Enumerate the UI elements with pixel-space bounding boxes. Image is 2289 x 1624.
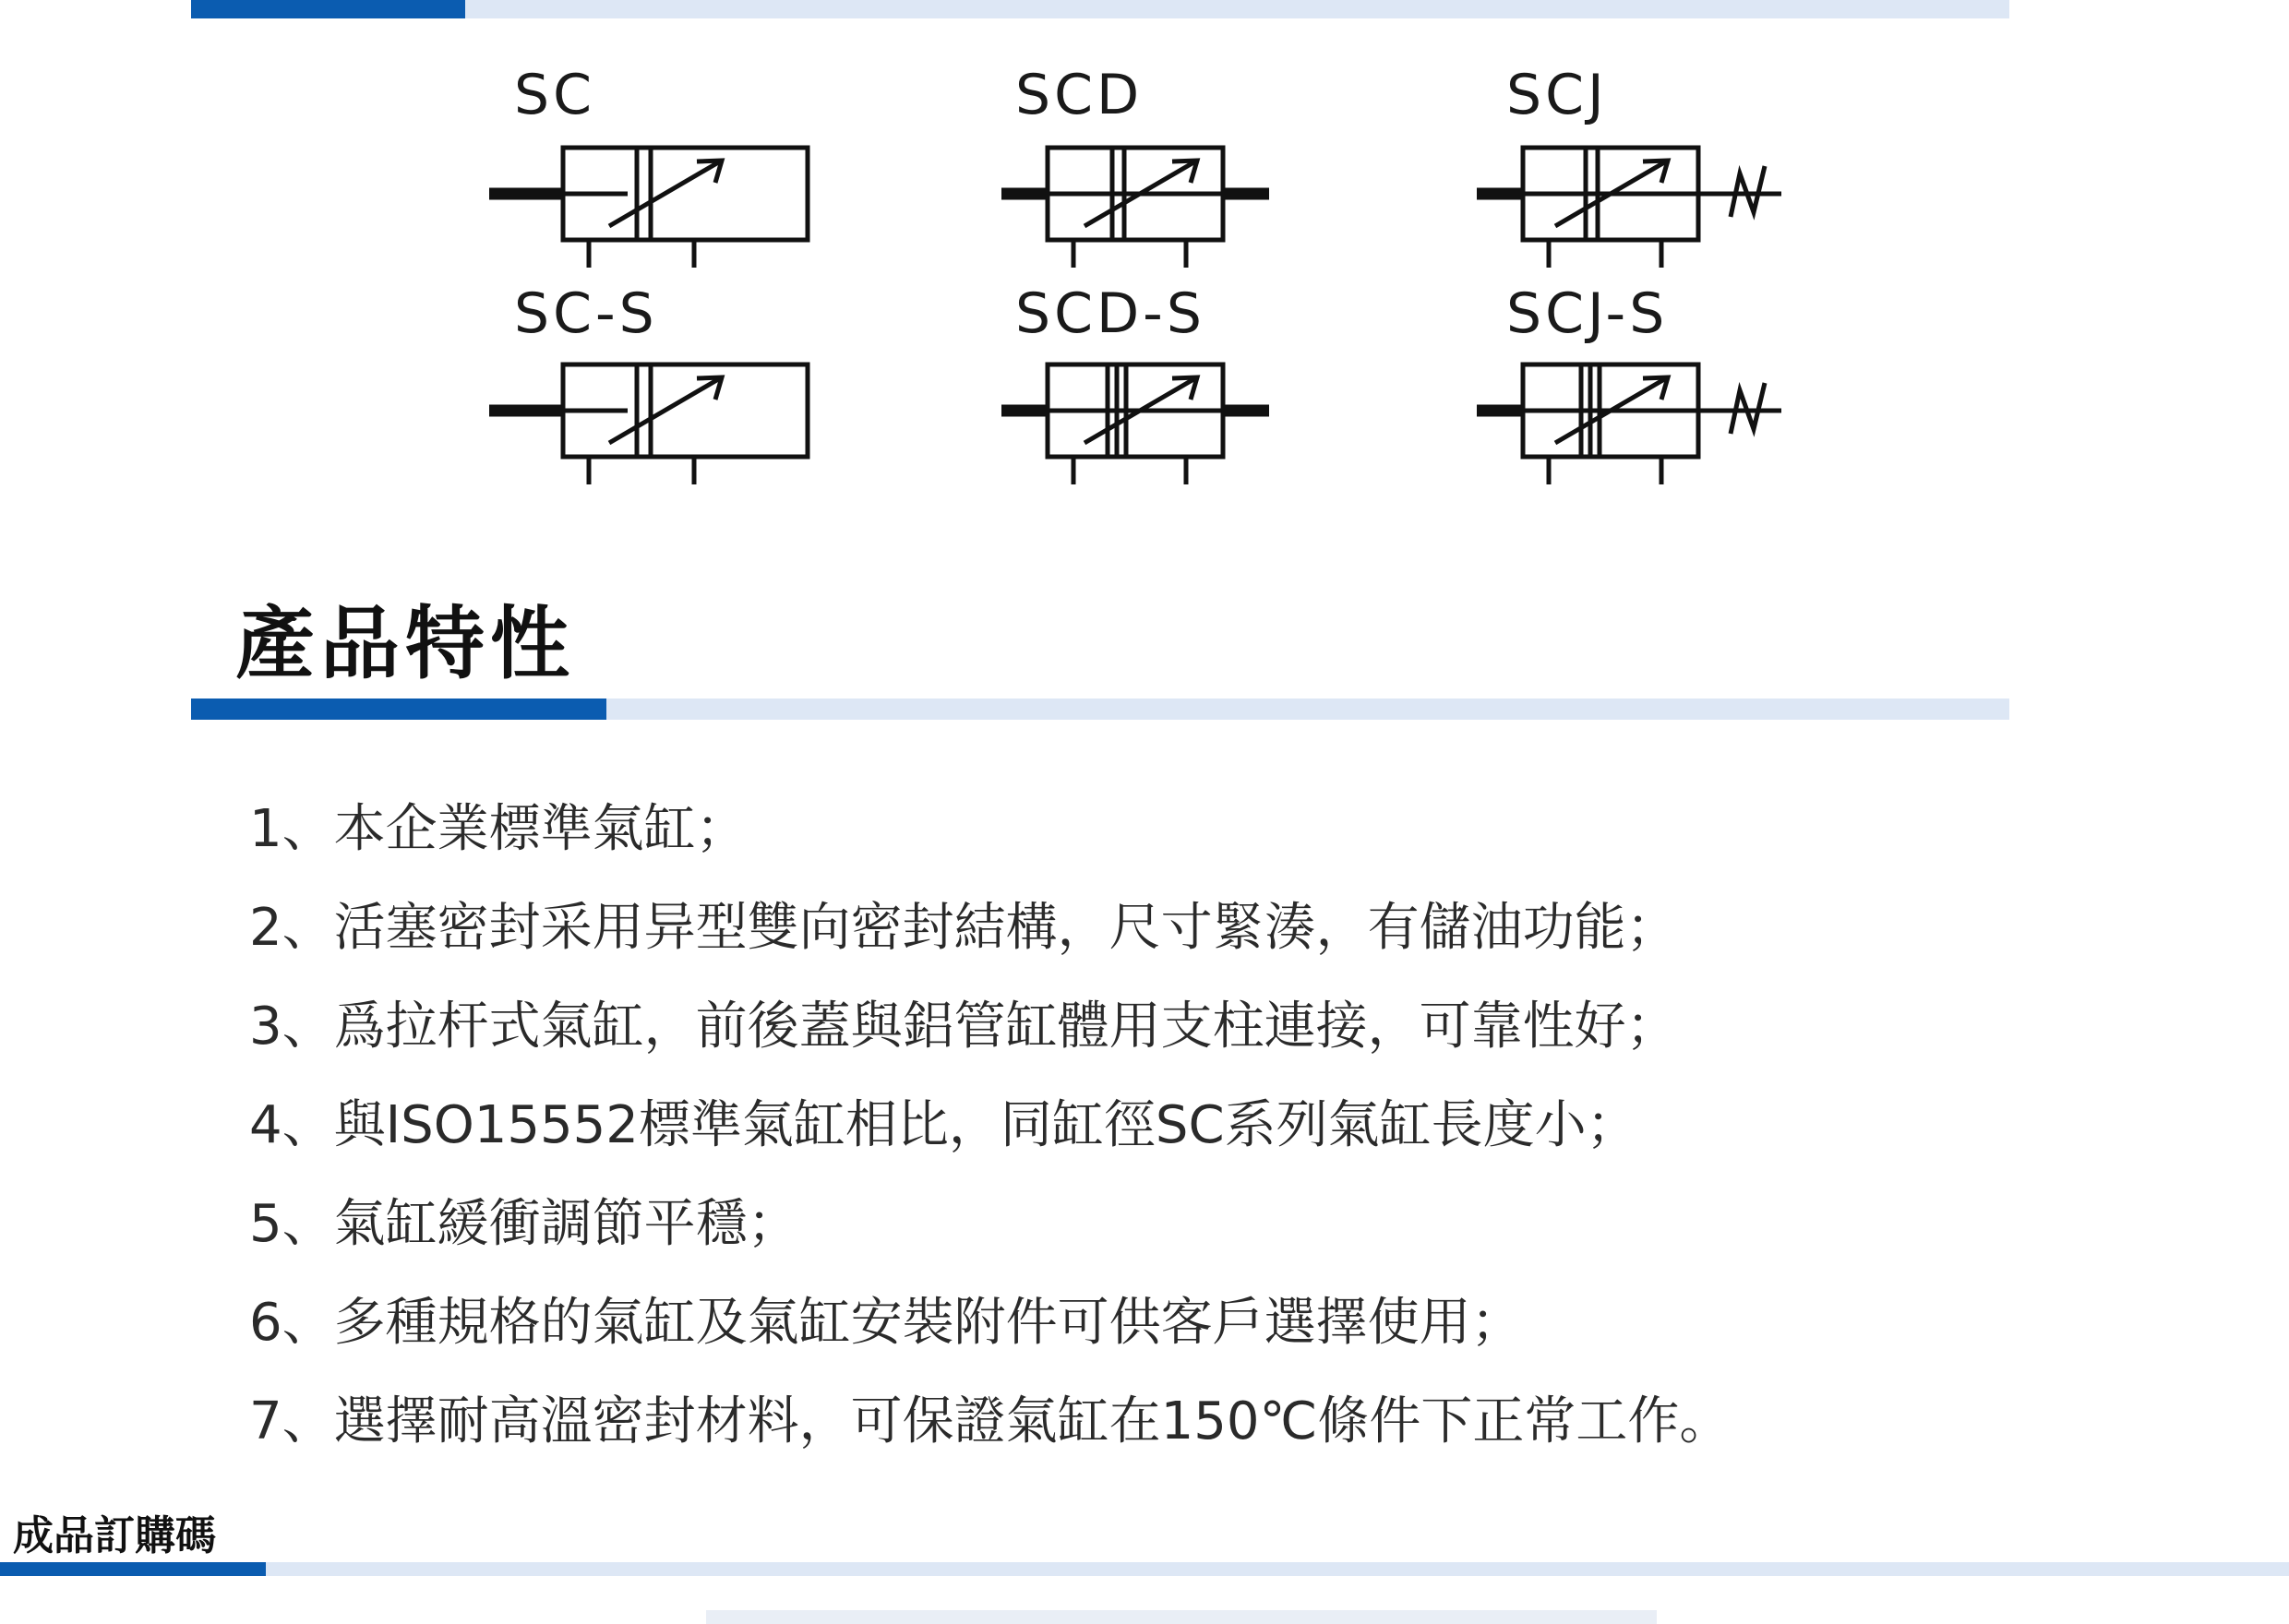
symbol-label-sc: SC [514,63,595,127]
order-code-heading: 成品訂購碼 [13,1512,216,1559]
order-section-bar [0,1562,2289,1576]
symbol-label-scd: SCD [1015,63,1144,127]
feature-item: 6、多種規格的氣缸及氣缸安裝附件可供客戶選擇使用； [249,1293,1523,1353]
feature-item: 1、本企業標準氣缸； [249,799,748,859]
cylinder-symbol-scj-icon [1477,138,1828,277]
cylinder-symbol-scd-s-icon [1001,355,1352,494]
cylinder-symbol-scj-s-icon [1477,355,1828,494]
order-code-diagram-box [706,1610,1657,1624]
symbol-label-scj-s: SCJ-S [1506,281,1669,346]
features-list [249,780,1731,1471]
cylinder-symbol-sc-s-icon [489,355,840,494]
cylinder-symbol-sc-icon [489,138,840,277]
features-heading: 產品特性 [235,598,575,690]
top-section-bar-accent [191,0,465,18]
symbol-label-scj: SCJ [1506,63,1608,127]
feature-item: 5、氣缸緩衝調節平穩； [249,1194,799,1254]
cylinder-symbol-scd-icon [1001,138,1352,277]
order-section-bar-accent [0,1562,266,1576]
feature-item: 7、選擇耐高溫密封材料，可保證氣缸在150℃條件下正常工作。 [249,1391,1732,1451]
symbol-label-scd-s: SCD-S [1015,281,1205,346]
features-section-bar-accent [191,699,606,720]
feature-item: 3、爲拉杆式氣缸，前後蓋與鋁管缸體用支柱連接，可靠性好； [249,997,1678,1057]
symbol-label-sc-s: SC-S [514,281,658,346]
feature-item: 4、與ISO15552標準氣缸相比，同缸徑SC系列氣缸長度小； [249,1095,1638,1155]
feature-item: 2、活塞密封采用异型雙向密封結構，尺寸緊湊，有儲油功能； [249,898,1678,958]
